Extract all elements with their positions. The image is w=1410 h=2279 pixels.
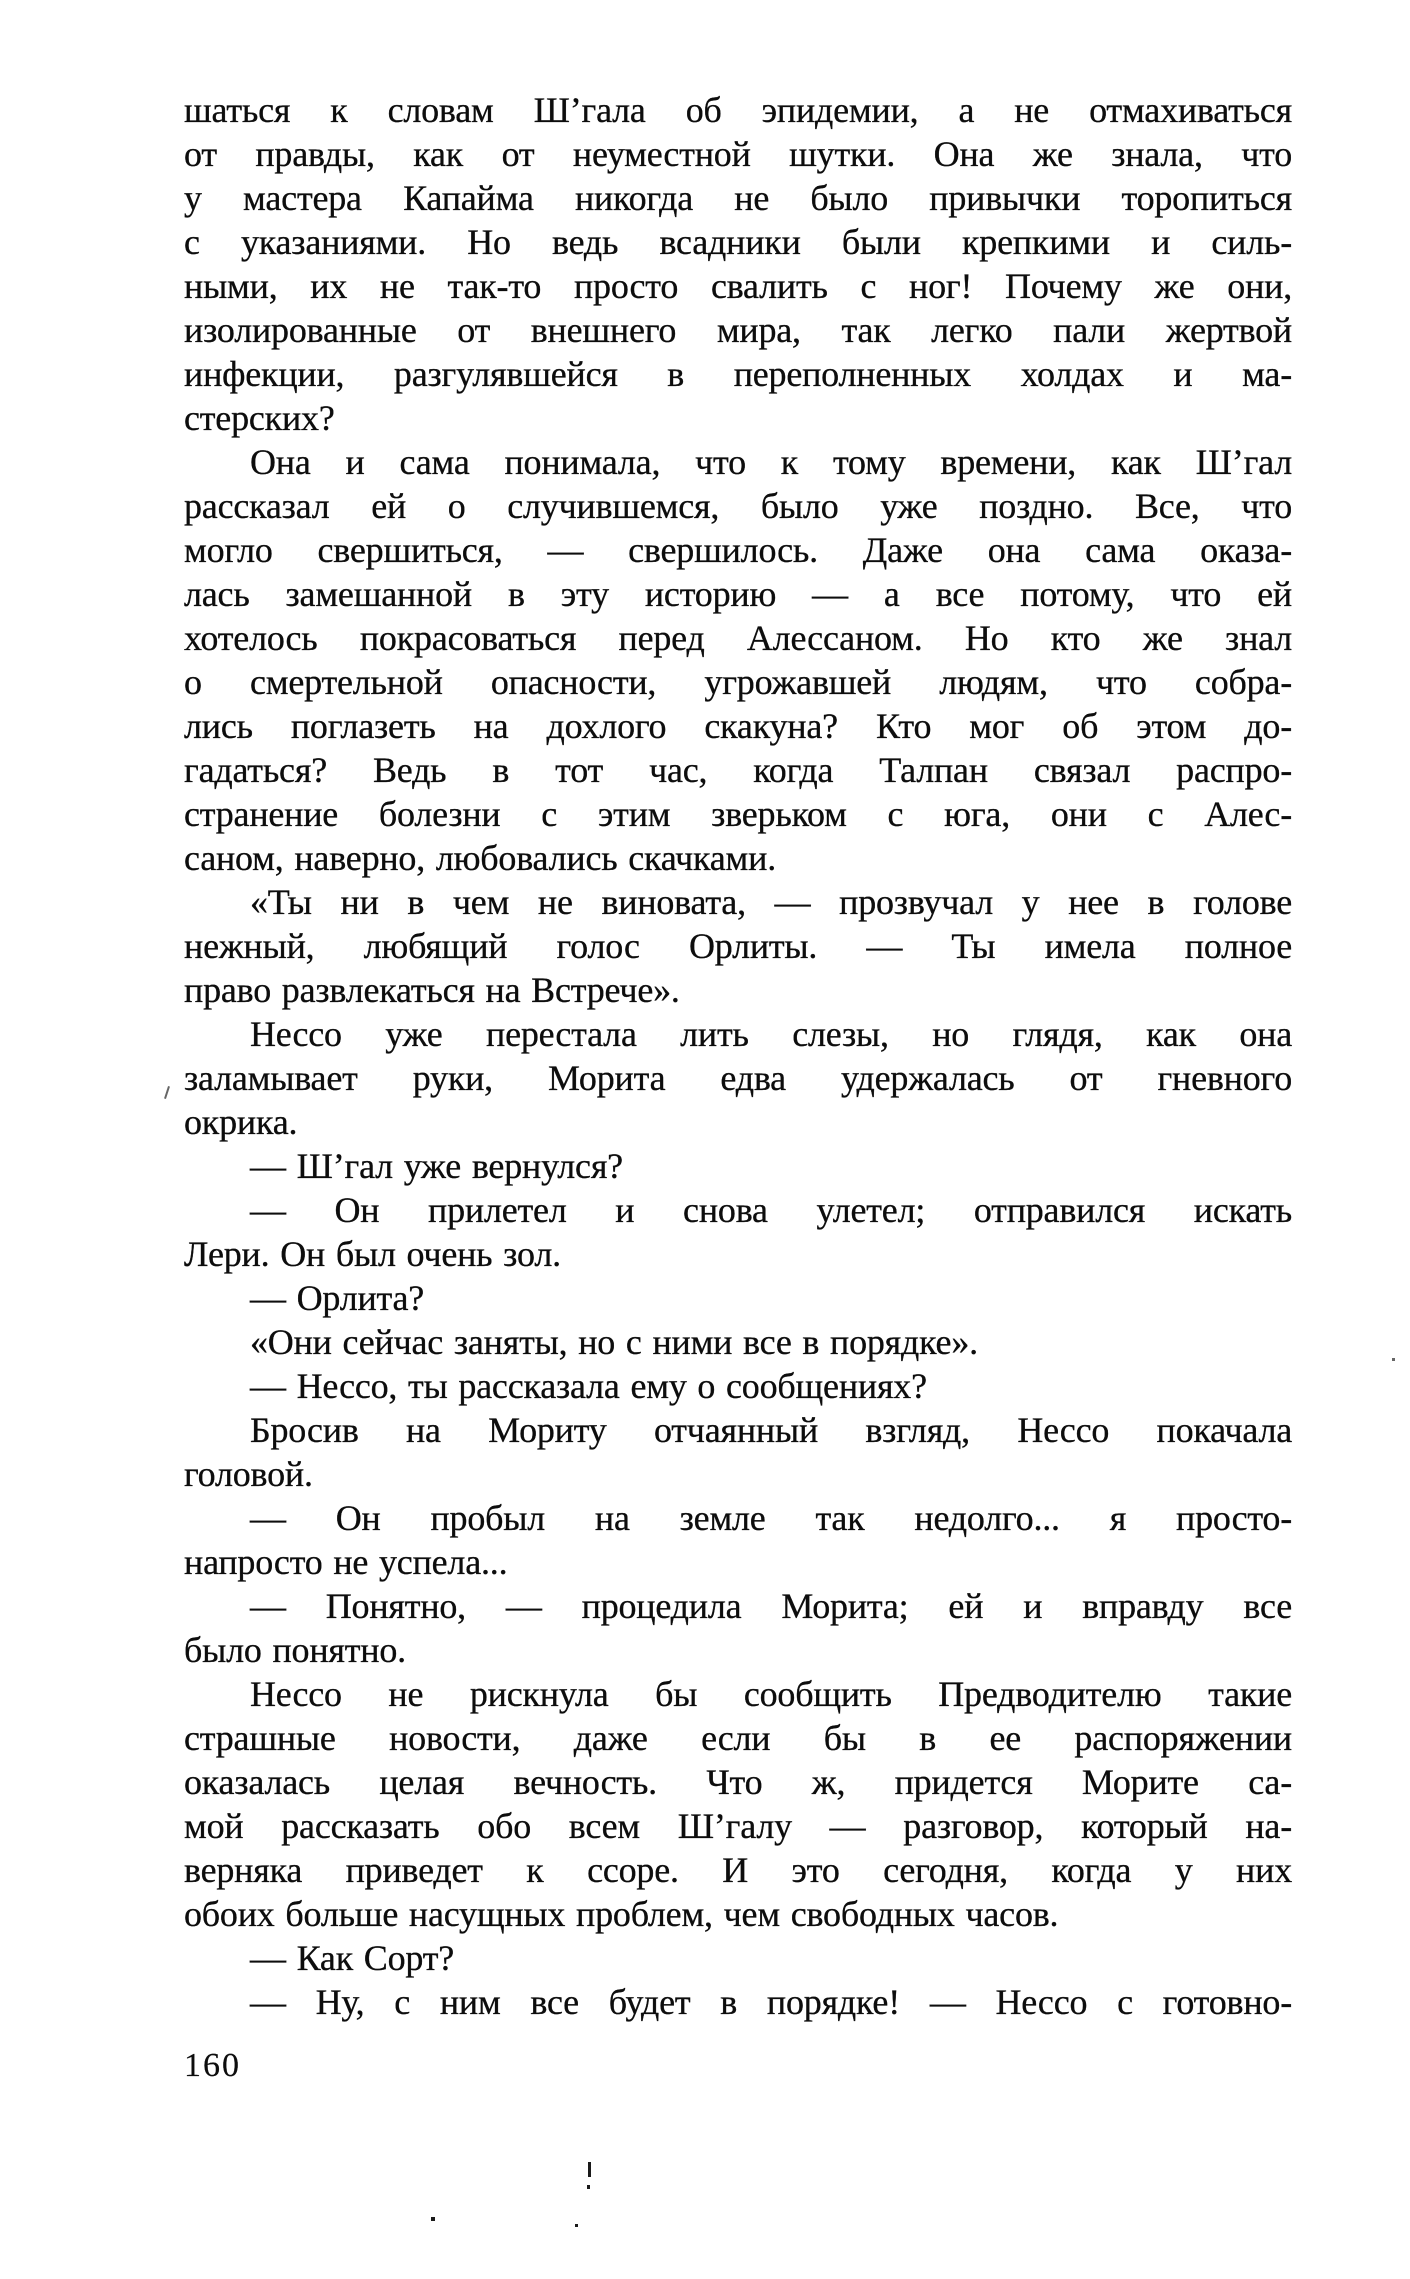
- text-line: — Нессо, ты рассказала ему о сообщениях?: [250, 1366, 927, 1406]
- text-line: Нессо не рискнула бы сообщить Предводителю такие: [250, 1674, 1292, 1714]
- text-line: заламывает руки, Морита едва удержалась от гневного: [184, 1058, 1292, 1098]
- text-line: могло свершиться, — свершилось. Даже она сама оказа-: [184, 530, 1292, 570]
- text-line: «Они сейчас заняты, но с ними все в порядке».: [250, 1322, 978, 1362]
- scan-speck: [588, 2162, 591, 2177]
- text-line: рассказал ей о случившемся, было уже поздно. Все, что: [184, 486, 1292, 526]
- text-line: Лери. Он был очень зол.: [184, 1234, 561, 1274]
- text-line: изолированные от внешнего мира, так легко пали жертвой: [184, 310, 1292, 350]
- text-line: было понятно.: [184, 1630, 406, 1670]
- text-line: — Как Сорт?: [250, 1938, 455, 1978]
- text-line: нежный, любящий голос Орлиты. — Ты имела полное: [184, 926, 1292, 966]
- text-line: страшные новости, даже если бы в ее распоряжении: [184, 1718, 1292, 1758]
- text-line: о смертельной опасности, угрожавшей людям, что собра-: [184, 662, 1292, 702]
- text-line: «Ты ни в чем не виновата, — прозвучал у нее в голове: [250, 882, 1292, 922]
- text-line: — Ш’гал уже вернулся?: [250, 1146, 623, 1186]
- page-number: 160: [184, 2047, 241, 2084]
- text-line: с указаниями. Но ведь всадники были крепкими и силь-: [184, 222, 1292, 262]
- text-line: — Ну, с ним все будет в порядке! — Нессо с готовно-: [250, 1982, 1292, 2022]
- text-line: право развлекаться на Встрече».: [184, 970, 680, 1010]
- text-line: Она и сама понимала, что к тому времени, как Ш’гал: [250, 442, 1292, 482]
- text-line: Нессо уже перестала лить слезы, но глядя, как она: [250, 1014, 1292, 1054]
- text-line: лась замешанной в эту историю — а все потому, что ей: [184, 574, 1292, 614]
- text-line: Бросив на Мориту отчаянный взгляд, Нессо покачала: [250, 1410, 1292, 1450]
- text-line: обоих больше насущных проблем, чем свободных часов.: [184, 1894, 1059, 1934]
- scan-speck: [587, 2185, 590, 2189]
- text-line: верняка приведет к ссоре. И это сегодня, когда у них: [184, 1850, 1292, 1890]
- scan-speck: [431, 2217, 435, 2221]
- scan-speck: [1392, 1358, 1395, 1361]
- text-line: ными, их не так-то просто свалить с ног! Почему же они,: [184, 266, 1292, 306]
- text-line: — Орлита?: [250, 1278, 425, 1318]
- text-line: стерских?: [184, 398, 335, 438]
- text-line: инфекции, разгулявшейся в переполненных холдах и ма-: [184, 354, 1292, 394]
- text-line: шаться к словам Ш’гала об эпидемии, а не отмахиваться: [184, 90, 1292, 130]
- text-line: напросто не успела...: [184, 1542, 508, 1582]
- text-line: лись поглазеть на дохлого скакуна? Кто мог об этом до-: [184, 706, 1292, 746]
- text-line: гадаться? Ведь в тот час, когда Талпан связал распро-: [184, 750, 1292, 790]
- text-line: — Он пробыл на земле так недолго... я просто-: [250, 1498, 1292, 1538]
- text-line: хотелось покрасоваться перед Алессаном. Но кто же знал: [184, 618, 1292, 658]
- text-line: — Понятно, — процедила Морита; ей и вправду все: [250, 1586, 1292, 1626]
- scan-speck: [575, 2224, 578, 2227]
- text-line: от правды, как от неуместной шутки. Она же знала, что: [184, 134, 1292, 174]
- text-line: странение болезни с этим зверьком с юга, они с Алес-: [184, 794, 1292, 834]
- text-line: мой рассказать обо всем Ш’галу — разговор, который на-: [184, 1806, 1292, 1846]
- body-text: [184, 88, 1292, 2024]
- text-line: оказалась целая вечность. Что ж, придется Морите са-: [184, 1762, 1292, 1802]
- text-line: саном, наверно, любовались скачками.: [184, 838, 776, 878]
- text-line: головой.: [184, 1454, 313, 1494]
- text-line: у мастера Капайма никогда не было привычки торопиться: [184, 178, 1292, 218]
- text-line: — Он прилетел и снова улетел; отправился искать: [250, 1190, 1292, 1230]
- scan-speck: [164, 1086, 170, 1099]
- text-line: окрика.: [184, 1102, 298, 1142]
